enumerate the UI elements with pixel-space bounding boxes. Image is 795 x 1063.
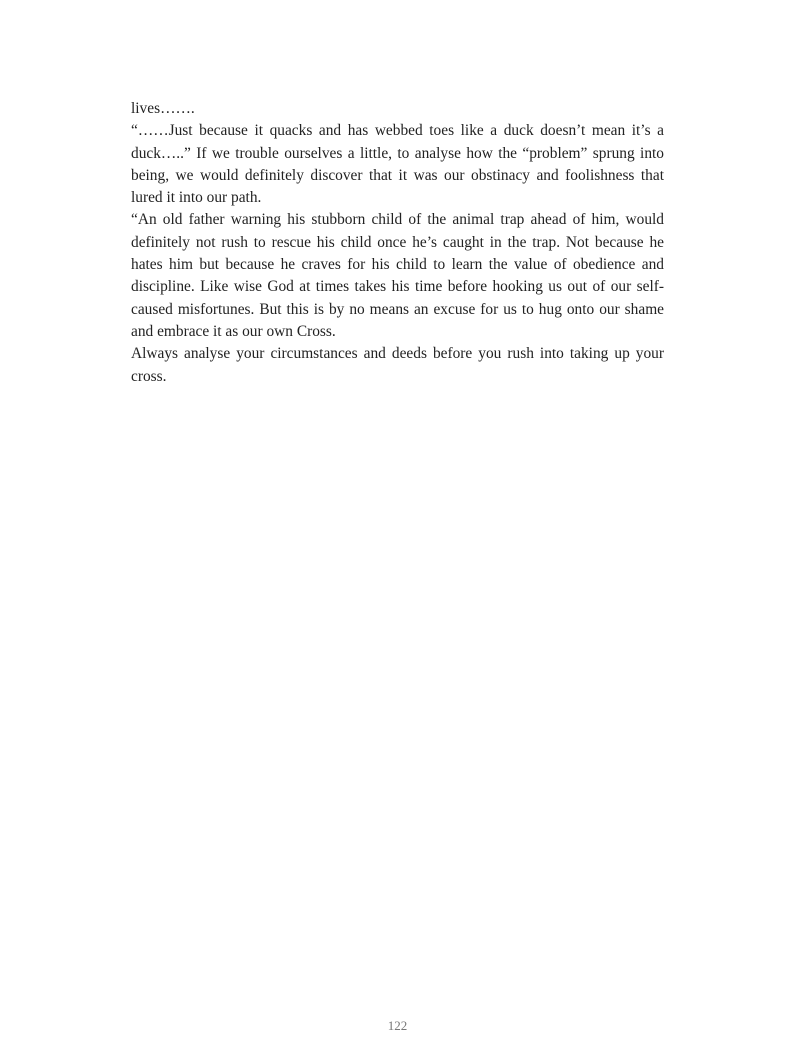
- body-text: [131, 98, 664, 388]
- paragraph-old-father: “An old father warning his stubborn child of the animal trap ahead of him, would definitely not rush to rescue his child once he’s caught in the trap. Not because he hates him but because he craves for his child to learn the value of obedience and discipline. Like wise God at times takes his time before hooking us out of our self-caused misfortunes. But this is by no means an excuse for us to hug onto our shame and embrace it as our own Cross.: [131, 211, 664, 340]
- page-number: 122: [387, 1018, 408, 1033]
- paragraph-conclusion: Always analyse your circumstances and deeds before you rush into taking up your cross.: [131, 345, 664, 385]
- paragraph-duck-quote: “……Just because it quacks and has webbed toes like a duck doesn’t mean it’s a duck…..” If we trouble ourselves a little, to analyse how the “problem” sprung into being, we would definitely discover that it was our obstinacy and foolishness that lured it into our path.: [131, 122, 664, 207]
- paragraph-continuation: lives…….: [131, 100, 195, 117]
